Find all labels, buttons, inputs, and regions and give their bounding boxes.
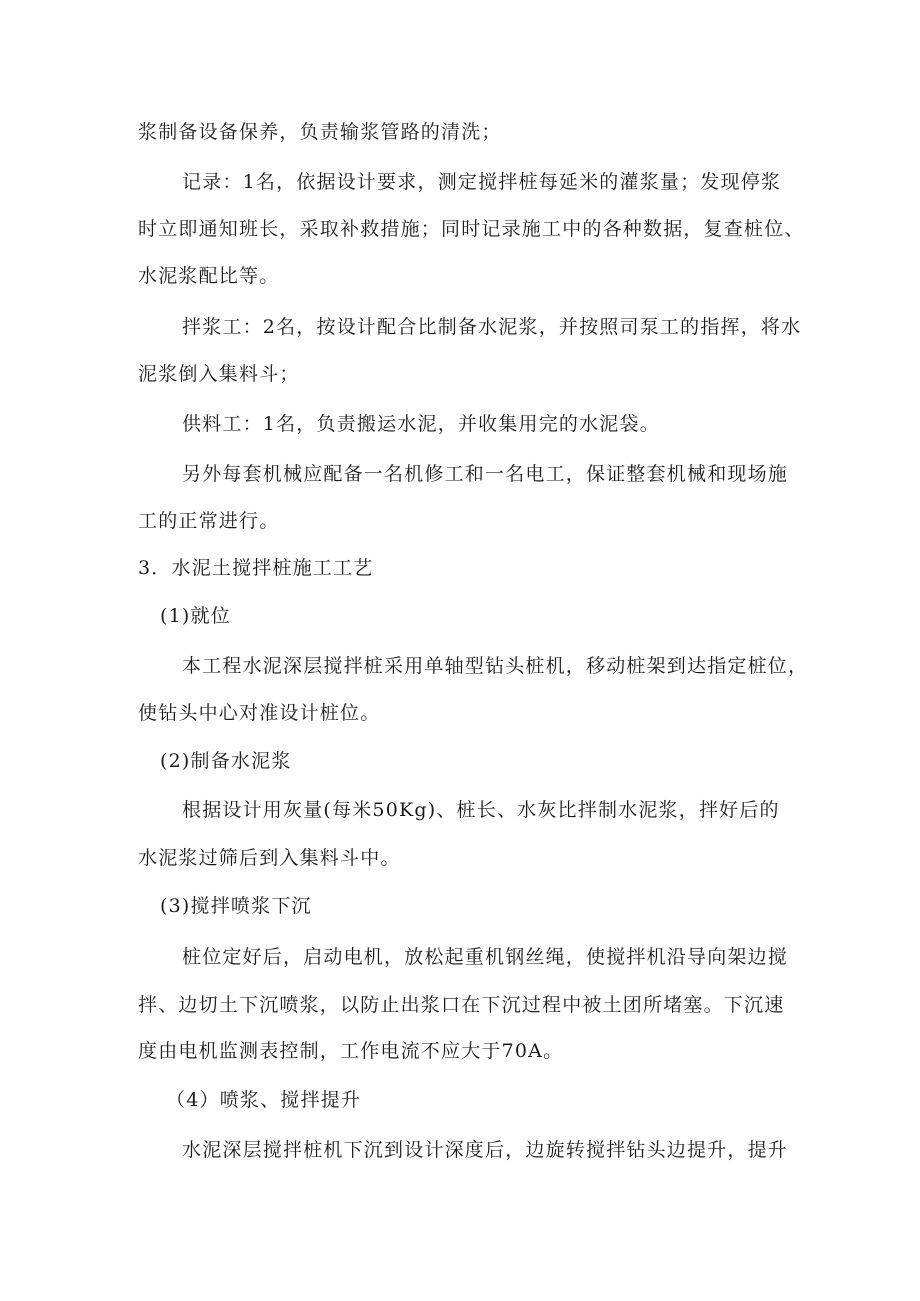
text-line: 供料工：1名，负责搬运水泥，并收集用完的水泥袋。 <box>182 413 660 435</box>
text-line: 水泥浆过筛后到入集料斗中。 <box>138 847 401 869</box>
subsection-heading: (3)搅拌喷浆下沉 <box>160 895 312 917</box>
text-line: 度由电机监测表控制，工作电流不应大于70A。 <box>138 1040 564 1062</box>
text-line: 拌浆工：2名，按设计配合比制备水泥浆，并按照司泵工的指挥，将水 <box>182 316 802 338</box>
text-line: 泥浆倒入集料斗； <box>138 363 300 385</box>
text-line: 工的正常进行。 <box>138 510 280 532</box>
subsection-heading: (1)就位 <box>160 605 231 627</box>
text-line: 桩位定好后，启动电机，放松起重机钢丝绳，使搅拌机沿导向架边搅 <box>182 946 789 968</box>
text-line: 本工程水泥深层搅拌桩采用单轴型钻头桩机，移动桩架到达指定桩位， <box>182 655 809 677</box>
text-line: 水泥浆配比等。 <box>138 265 280 287</box>
text-line: 另外每套机械应配备一名机修工和一名电工，保证整套机械和现场施 <box>182 463 789 485</box>
subsection-heading: (2)制备水泥浆 <box>160 750 292 772</box>
section-heading: 3．水泥土搅拌桩施工工艺 <box>138 557 374 579</box>
text-line: 记录：1名，依据设计要求，测定搅拌桩每延米的灌浆量；发现停浆 <box>182 171 782 193</box>
text-line: 水泥深层搅拌桩机下沉到设计深度后，边旋转搅拌钻头边提升，提升 <box>182 1139 789 1161</box>
text-line: 拌、边切土下沉喷浆，以防止出浆口在下沉过程中被土团所堵塞。下沉速 <box>138 994 785 1016</box>
text-line: 根据设计用灰量(每米50Kg)、桩长、水灰比拌制水泥浆，拌好后的 <box>182 799 780 821</box>
text-line: 使钻头中心对准设计桩位。 <box>138 702 381 724</box>
text-line: 时立即通知班长，采取补救措施；同时记录施工中的各种数据，复查桩位、 <box>138 218 805 240</box>
subsection-heading: （4）喷浆、搅拌提升 <box>166 1089 362 1111</box>
text-line: 浆制备设备保养，负责输浆管路的清洗； <box>138 121 502 143</box>
